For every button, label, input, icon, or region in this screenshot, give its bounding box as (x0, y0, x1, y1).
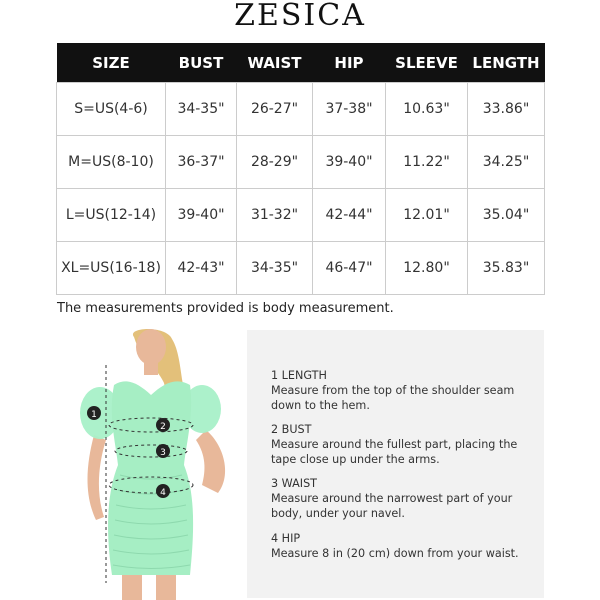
column-header: SIZE (57, 43, 166, 83)
table-cell: 34.25" (468, 136, 545, 189)
face-shape (136, 329, 166, 365)
right-arm-shape (196, 430, 225, 493)
table-cell: 42-44" (313, 189, 386, 242)
left-leg-shape (122, 575, 142, 600)
marker-label: 1 (91, 410, 97, 420)
table-cell: 46-47" (313, 242, 386, 295)
measurement-note: The measurements provided is body measurement. (57, 301, 394, 316)
brand-logo: ZESICA (234, 0, 366, 33)
neck-shape (144, 361, 158, 375)
table-cell: 36-37" (166, 136, 237, 189)
table-cell: XL=US(16-18) (57, 242, 166, 295)
table-cell: 33.86" (468, 83, 545, 136)
measurement-guide-panel (247, 330, 544, 598)
marker-2 (156, 418, 170, 432)
table-row (57, 189, 545, 242)
table-cell: 12.01" (386, 189, 468, 242)
table-cell: 11.22" (386, 136, 468, 189)
guide-item-title: 2 BUST (271, 423, 312, 436)
table-row (57, 136, 545, 189)
table-cell: 28-29" (237, 136, 313, 189)
column-header: BUST (166, 43, 237, 83)
marker-4 (156, 484, 170, 498)
table-cell: 39-40" (166, 189, 237, 242)
table-cell: 35.83" (468, 242, 545, 295)
table-cell: M=US(8-10) (57, 136, 166, 189)
size-chart-table (56, 43, 545, 295)
column-header: WAIST (237, 43, 313, 83)
guide-item-text: Measure from the top of the shoulder seam down to the hem. (271, 384, 515, 412)
table-row (57, 83, 545, 136)
guide-item-title: 1 LENGTH (271, 369, 327, 382)
table-cell: 10.63" (386, 83, 468, 136)
table-cell: 12.80" (386, 242, 468, 295)
table-cell: 37-38" (313, 83, 386, 136)
column-header: LENGTH (468, 43, 545, 83)
column-header: HIP (313, 43, 386, 83)
model-figure (56, 325, 246, 600)
marker-label: 4 (160, 488, 166, 498)
table-cell: 26-27" (237, 83, 313, 136)
guide-item-title: 3 WAIST (271, 477, 318, 490)
column-header: SLEEVE (386, 43, 468, 83)
table-cell: 34-35" (166, 83, 237, 136)
marker-label: 2 (160, 422, 166, 432)
guide-item-title: 4 HIP (271, 532, 301, 545)
table-cell: 35.04" (468, 189, 545, 242)
guide-item-bust (271, 422, 541, 467)
table-cell: 34-35" (237, 242, 313, 295)
guide-item-waist (271, 476, 541, 521)
dress-shape (108, 381, 193, 575)
table-cell: S=US(4-6) (57, 83, 166, 136)
guide-item-text: Measure around the fullest part, placing the tape close up under the arms. (271, 438, 518, 466)
marker-label: 3 (160, 448, 166, 458)
marker-1 (87, 406, 101, 420)
table-cell: L=US(12-14) (57, 189, 166, 242)
guide-item-length (271, 368, 541, 413)
guide-item-text: Measure 8 in (20 cm) down from your waist. (271, 547, 519, 560)
table-header-row (57, 43, 545, 83)
guide-item-text: Measure around the narrowest part of your body, under your navel. (271, 492, 513, 520)
left-arm-shape (88, 435, 107, 520)
table-cell: 31-32" (237, 189, 313, 242)
table-cell: 39-40" (313, 136, 386, 189)
guide-item-hip (271, 531, 541, 561)
table-row (57, 242, 545, 295)
marker-3 (156, 444, 170, 458)
right-leg-shape (156, 575, 176, 600)
table-cell: 42-43" (166, 242, 237, 295)
